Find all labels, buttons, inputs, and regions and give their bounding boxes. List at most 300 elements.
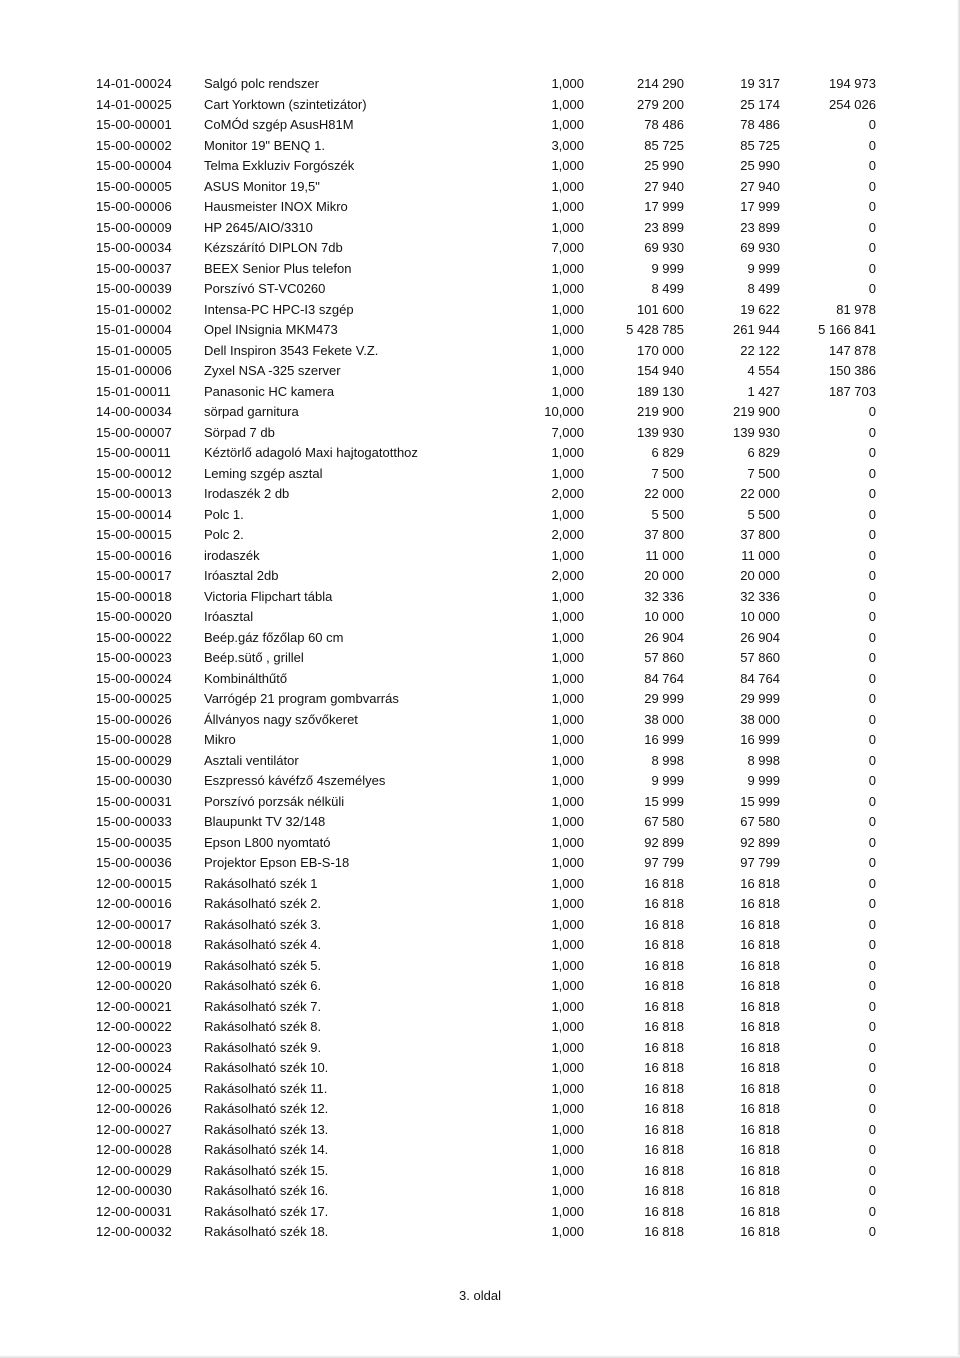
depreciation-cell: 16 818 bbox=[740, 998, 780, 1014]
gross-value-cell: 16 818 bbox=[644, 1019, 684, 1034]
quantity-cell: 1,000 bbox=[551, 957, 584, 973]
asset-code-cell: 15-00-00017 bbox=[96, 568, 172, 583]
depreciation-cell: 5 500 bbox=[747, 506, 780, 522]
table-row bbox=[96, 197, 876, 218]
net-value-cell: 0 bbox=[868, 957, 876, 973]
asset-name-cell: Polc 2. bbox=[204, 527, 244, 542]
asset-name-cell: Dell Inspiron 3543 Fekete V.Z. bbox=[204, 342, 379, 358]
asset-name-cell: Polc 1. bbox=[204, 506, 244, 522]
table-row bbox=[96, 1058, 876, 1079]
asset-name-cell: Monitor 19" BENQ 1. bbox=[204, 137, 325, 153]
gross-value-cell: 92 899 bbox=[644, 834, 684, 850]
gross-value-cell: 16 818 bbox=[644, 937, 684, 952]
asset-name-cell: Eszpressó kávéfző 4személyes bbox=[204, 773, 386, 788]
quantity-cell: 1,000 bbox=[551, 834, 584, 850]
depreciation-cell: 29 999 bbox=[740, 691, 780, 706]
asset-code-cell: 12-00-00022 bbox=[96, 1019, 172, 1034]
asset-code-cell: 15-00-00007 bbox=[96, 424, 172, 440]
asset-name-cell: CoMÓd szgép AsusH81M bbox=[204, 117, 354, 132]
depreciation-cell: 16 818 bbox=[740, 896, 780, 911]
gross-value-cell: 27 940 bbox=[644, 178, 684, 194]
table-row bbox=[96, 710, 876, 731]
gross-value-cell: 7 500 bbox=[651, 465, 684, 481]
gross-value-cell: 78 486 bbox=[644, 117, 684, 132]
gross-value-cell: 97 799 bbox=[644, 855, 684, 870]
depreciation-cell: 17 999 bbox=[740, 199, 780, 214]
depreciation-cell: 15 999 bbox=[740, 793, 780, 809]
table-row bbox=[96, 874, 876, 895]
asset-code-cell: 15-00-00028 bbox=[96, 732, 172, 747]
asset-name-cell: Blaupunkt TV 32/148 bbox=[204, 814, 326, 829]
asset-code-cell: 15-00-00020 bbox=[96, 609, 172, 624]
table-row bbox=[96, 341, 876, 362]
inventory-table bbox=[96, 74, 876, 1243]
quantity-cell: 1,000 bbox=[551, 219, 584, 235]
asset-code-cell: 15-00-00004 bbox=[96, 158, 172, 173]
gross-value-cell: 16 818 bbox=[644, 896, 684, 911]
net-value-cell: 0 bbox=[868, 670, 876, 686]
quantity-cell: 1,000 bbox=[551, 1224, 584, 1239]
asset-code-cell: 12-00-00015 bbox=[96, 875, 172, 891]
asset-code-cell: 15-00-00018 bbox=[96, 588, 172, 604]
quantity-cell: 7,000 bbox=[551, 424, 584, 440]
quantity-cell: 1,000 bbox=[551, 1121, 584, 1137]
gross-value-cell: 69 930 bbox=[644, 240, 684, 255]
asset-name-cell: Irodaszék 2 db bbox=[204, 486, 290, 501]
asset-code-cell: 14-01-00024 bbox=[96, 76, 172, 91]
asset-code-cell: 12-00-00018 bbox=[96, 937, 172, 952]
net-value-cell: 0 bbox=[868, 629, 876, 645]
asset-name-cell: Rakásolható szék 1 bbox=[204, 875, 318, 891]
asset-code-cell: 15-00-00022 bbox=[96, 629, 172, 645]
gross-value-cell: 25 990 bbox=[644, 158, 684, 173]
net-value-cell: 0 bbox=[868, 178, 876, 194]
gross-value-cell: 170 000 bbox=[637, 342, 684, 358]
net-value-cell: 0 bbox=[868, 1224, 876, 1239]
quantity-cell: 1,000 bbox=[551, 1060, 584, 1075]
net-value-cell: 0 bbox=[868, 814, 876, 829]
depreciation-cell: 16 818 bbox=[740, 1142, 780, 1157]
net-value-cell: 0 bbox=[868, 199, 876, 214]
asset-name-cell: Rakásolható szék 12. bbox=[204, 1101, 329, 1116]
depreciation-cell: 16 818 bbox=[740, 1121, 780, 1137]
asset-name-cell: Porszívó porzsák nélküli bbox=[204, 793, 345, 809]
asset-code-cell: 12-00-00016 bbox=[96, 896, 172, 911]
table-row bbox=[96, 1038, 876, 1059]
table-row bbox=[96, 423, 876, 444]
asset-name-cell: Varrógép 21 program gombvarrás bbox=[204, 691, 399, 706]
depreciation-cell: 10 000 bbox=[740, 609, 780, 624]
asset-code-cell: 15-00-00001 bbox=[96, 117, 172, 132]
net-value-cell: 0 bbox=[868, 1039, 876, 1055]
quantity-cell: 3,000 bbox=[551, 137, 584, 153]
gross-value-cell: 16 818 bbox=[644, 1183, 684, 1198]
depreciation-cell: 4 554 bbox=[747, 363, 780, 378]
net-value-cell: 0 bbox=[868, 1121, 876, 1137]
depreciation-cell: 16 818 bbox=[740, 978, 780, 993]
table-row bbox=[96, 320, 876, 341]
table-row bbox=[96, 628, 876, 649]
depreciation-cell: 26 904 bbox=[740, 629, 780, 645]
table-row bbox=[96, 382, 876, 403]
gross-value-cell: 11 000 bbox=[645, 547, 684, 563]
gross-value-cell: 16 818 bbox=[644, 1203, 684, 1219]
asset-name-cell: Rakásolható szék 18. bbox=[204, 1224, 329, 1239]
table-row bbox=[96, 443, 876, 464]
asset-name-cell: Mikro bbox=[204, 732, 236, 747]
asset-code-cell: 15-01-00006 bbox=[96, 363, 172, 378]
quantity-cell: 1,000 bbox=[551, 301, 584, 317]
net-value-cell: 0 bbox=[868, 260, 876, 276]
gross-value-cell: 8 499 bbox=[651, 281, 684, 296]
depreciation-cell: 16 818 bbox=[740, 875, 780, 891]
table-row bbox=[96, 997, 876, 1018]
depreciation-cell: 16 818 bbox=[740, 1162, 780, 1178]
depreciation-cell: 8 499 bbox=[747, 281, 780, 296]
depreciation-cell: 38 000 bbox=[740, 711, 780, 727]
net-value-cell: 0 bbox=[868, 219, 876, 235]
net-value-cell: 0 bbox=[868, 1101, 876, 1116]
table-row bbox=[96, 1161, 876, 1182]
depreciation-cell: 16 999 bbox=[740, 732, 780, 747]
asset-name-cell: Kéztörlő adagoló Maxi hajtogatotthoz bbox=[204, 445, 418, 460]
quantity-cell: 1,000 bbox=[551, 1019, 584, 1034]
depreciation-cell: 32 336 bbox=[740, 588, 780, 604]
quantity-cell: 1,000 bbox=[551, 998, 584, 1014]
table-row bbox=[96, 177, 876, 198]
asset-name-cell: BEEX Senior Plus telefon bbox=[204, 260, 352, 276]
net-value-cell: 0 bbox=[868, 506, 876, 522]
depreciation-cell: 8 998 bbox=[747, 752, 780, 768]
depreciation-cell: 23 899 bbox=[740, 219, 780, 235]
asset-code-cell: 15-00-00015 bbox=[96, 527, 172, 542]
net-value-cell: 0 bbox=[868, 588, 876, 604]
net-value-cell: 0 bbox=[868, 916, 876, 932]
table-row bbox=[96, 1099, 876, 1120]
asset-name-cell: HP 2645/AIO/3310 bbox=[204, 219, 313, 235]
net-value-cell: 147 878 bbox=[829, 342, 876, 358]
gross-value-cell: 5 428 785 bbox=[626, 322, 684, 337]
net-value-cell: 0 bbox=[868, 855, 876, 870]
asset-name-cell: Panasonic HC kamera bbox=[204, 383, 335, 399]
asset-code-cell: 12-00-00030 bbox=[96, 1183, 172, 1198]
asset-name-cell: Állványos nagy szővőkeret bbox=[204, 711, 358, 727]
quantity-cell: 1,000 bbox=[551, 855, 584, 870]
asset-name-cell: Rakásolható szék 7. bbox=[204, 998, 322, 1014]
quantity-cell: 1,000 bbox=[551, 1039, 584, 1055]
quantity-cell: 1,000 bbox=[551, 281, 584, 296]
net-value-cell: 0 bbox=[868, 1060, 876, 1075]
gross-value-cell: 139 930 bbox=[637, 424, 684, 440]
quantity-cell: 1,000 bbox=[551, 916, 584, 932]
asset-name-cell: Victoria Flipchart tábla bbox=[204, 588, 333, 604]
gross-value-cell: 16 818 bbox=[644, 1224, 684, 1239]
asset-name-cell: Projektor Epson EB-S-18 bbox=[204, 855, 350, 870]
depreciation-cell: 7 500 bbox=[747, 465, 780, 481]
asset-name-cell: Zyxel NSA -325 szerver bbox=[204, 363, 341, 378]
asset-code-cell: 12-00-00032 bbox=[96, 1224, 172, 1239]
depreciation-cell: 16 818 bbox=[740, 1203, 780, 1219]
quantity-cell: 1,000 bbox=[551, 1183, 584, 1198]
table-row bbox=[96, 136, 876, 157]
quantity-cell: 1,000 bbox=[551, 506, 584, 522]
depreciation-cell: 16 818 bbox=[740, 1019, 780, 1034]
net-value-cell: 150 386 bbox=[829, 363, 876, 378]
quantity-cell: 1,000 bbox=[551, 178, 584, 194]
asset-name-cell: Rakásolható szék 14. bbox=[204, 1142, 329, 1157]
asset-code-cell: 12-00-00021 bbox=[96, 998, 172, 1014]
table-row bbox=[96, 812, 876, 833]
gross-value-cell: 154 940 bbox=[637, 363, 684, 378]
net-value-cell: 0 bbox=[868, 609, 876, 624]
table-row bbox=[96, 792, 876, 813]
asset-name-cell: Rakásolható szék 17. bbox=[204, 1203, 329, 1219]
gross-value-cell: 16 818 bbox=[644, 1080, 684, 1096]
asset-code-cell: 12-00-00023 bbox=[96, 1039, 172, 1055]
quantity-cell: 1,000 bbox=[551, 773, 584, 788]
quantity-cell: 1,000 bbox=[551, 76, 584, 91]
asset-name-cell: Salgó polc rendszer bbox=[204, 76, 319, 91]
quantity-cell: 1,000 bbox=[551, 445, 584, 460]
table-row bbox=[96, 976, 876, 997]
net-value-cell: 0 bbox=[868, 1203, 876, 1219]
quantity-cell: 1,000 bbox=[551, 322, 584, 337]
asset-code-cell: 14-00-00034 bbox=[96, 404, 172, 419]
asset-code-cell: 15-01-00004 bbox=[96, 322, 172, 337]
depreciation-cell: 16 818 bbox=[740, 1183, 780, 1198]
net-value-cell: 0 bbox=[868, 650, 876, 665]
net-value-cell: 0 bbox=[868, 1183, 876, 1198]
table-row bbox=[96, 484, 876, 505]
table-row bbox=[96, 464, 876, 485]
quantity-cell: 1,000 bbox=[551, 158, 584, 173]
quantity-cell: 1,000 bbox=[551, 875, 584, 891]
gross-value-cell: 16 999 bbox=[644, 732, 684, 747]
net-value-cell: 0 bbox=[868, 281, 876, 296]
asset-name-cell: Intensa-PC HPC-I3 szgép bbox=[204, 301, 354, 317]
quantity-cell: 1,000 bbox=[551, 588, 584, 604]
asset-name-cell: Rakásolható szék 9. bbox=[204, 1039, 322, 1055]
gross-value-cell: 16 818 bbox=[644, 957, 684, 973]
depreciation-cell: 9 999 bbox=[747, 260, 780, 276]
gross-value-cell: 16 818 bbox=[644, 916, 684, 932]
table-row bbox=[96, 894, 876, 915]
asset-name-cell: Rakásolható szék 13. bbox=[204, 1121, 329, 1137]
table-row bbox=[96, 587, 876, 608]
depreciation-cell: 78 486 bbox=[740, 117, 780, 132]
asset-name-cell: Epson L800 nyomtató bbox=[204, 834, 331, 850]
asset-code-cell: 12-00-00025 bbox=[96, 1080, 172, 1096]
net-value-cell: 0 bbox=[868, 158, 876, 173]
depreciation-cell: 22 122 bbox=[740, 342, 780, 358]
table-row bbox=[96, 1222, 876, 1243]
net-value-cell: 0 bbox=[868, 875, 876, 891]
depreciation-cell: 16 818 bbox=[740, 1039, 780, 1055]
depreciation-cell: 67 580 bbox=[740, 814, 780, 829]
net-value-cell: 0 bbox=[868, 896, 876, 911]
asset-code-cell: 12-00-00024 bbox=[96, 1060, 172, 1075]
asset-code-cell: 12-00-00027 bbox=[96, 1121, 172, 1137]
asset-name-cell: Rakásolható szék 5. bbox=[204, 957, 322, 973]
asset-code-cell: 15-00-00037 bbox=[96, 260, 172, 276]
net-value-cell: 0 bbox=[868, 998, 876, 1014]
gross-value-cell: 38 000 bbox=[644, 711, 684, 727]
depreciation-cell: 9 999 bbox=[747, 773, 780, 788]
asset-name-cell: Iróasztal bbox=[204, 609, 254, 624]
net-value-cell: 0 bbox=[868, 978, 876, 993]
asset-name-cell: Rakásolható szék 15. bbox=[204, 1162, 329, 1178]
gross-value-cell: 16 818 bbox=[644, 1060, 684, 1075]
depreciation-cell: 84 764 bbox=[740, 670, 780, 686]
quantity-cell: 1,000 bbox=[551, 547, 584, 563]
asset-code-cell: 15-00-00024 bbox=[96, 670, 172, 686]
depreciation-cell: 37 800 bbox=[740, 527, 780, 542]
table-row bbox=[96, 115, 876, 136]
depreciation-cell: 22 000 bbox=[740, 486, 780, 501]
table-row bbox=[96, 853, 876, 874]
net-value-cell: 0 bbox=[868, 404, 876, 419]
net-value-cell: 0 bbox=[868, 1019, 876, 1034]
gross-value-cell: 84 764 bbox=[644, 670, 684, 686]
asset-code-cell: 15-00-00006 bbox=[96, 199, 172, 214]
net-value-cell: 0 bbox=[868, 117, 876, 132]
table-row bbox=[96, 95, 876, 116]
table-row bbox=[96, 1140, 876, 1161]
net-value-cell: 0 bbox=[868, 937, 876, 952]
asset-code-cell: 15-00-00013 bbox=[96, 486, 172, 501]
gross-value-cell: 57 860 bbox=[644, 650, 684, 665]
table-row bbox=[96, 238, 876, 259]
depreciation-cell: 16 818 bbox=[740, 1101, 780, 1116]
asset-name-cell: Rakásolható szék 6. bbox=[204, 978, 322, 993]
gross-value-cell: 9 999 bbox=[651, 260, 684, 276]
gross-value-cell: 6 829 bbox=[651, 445, 684, 460]
table-row bbox=[96, 669, 876, 690]
gross-value-cell: 67 580 bbox=[644, 814, 684, 829]
quantity-cell: 7,000 bbox=[551, 240, 584, 255]
net-value-cell: 0 bbox=[868, 424, 876, 440]
asset-name-cell: Rakásolható szék 8. bbox=[204, 1019, 322, 1034]
quantity-cell: 1,000 bbox=[551, 896, 584, 911]
quantity-cell: 2,000 bbox=[551, 568, 584, 583]
asset-name-cell: Kombinálthűtő bbox=[204, 670, 288, 686]
gross-value-cell: 214 290 bbox=[637, 76, 684, 91]
table-row bbox=[96, 546, 876, 567]
depreciation-cell: 69 930 bbox=[740, 240, 780, 255]
depreciation-cell: 16 818 bbox=[740, 957, 780, 973]
asset-code-cell: 15-00-00025 bbox=[96, 691, 172, 706]
quantity-cell: 2,000 bbox=[551, 486, 584, 501]
asset-code-cell: 12-00-00029 bbox=[96, 1162, 172, 1178]
table-row bbox=[96, 956, 876, 977]
asset-code-cell: 12-00-00020 bbox=[96, 978, 172, 993]
asset-name-cell: Rakásolható szék 4. bbox=[204, 937, 322, 952]
quantity-cell: 1,000 bbox=[551, 1142, 584, 1157]
gross-value-cell: 9 999 bbox=[651, 773, 684, 788]
asset-name-cell: sörpad garnitura bbox=[204, 404, 299, 419]
asset-code-cell: 12-00-00019 bbox=[96, 957, 172, 973]
depreciation-cell: 16 818 bbox=[740, 1224, 780, 1239]
quantity-cell: 1,000 bbox=[551, 260, 584, 276]
net-value-cell: 0 bbox=[868, 445, 876, 460]
asset-name-cell: ASUS Monitor 19,5" bbox=[204, 178, 320, 194]
quantity-cell: 1,000 bbox=[551, 96, 584, 112]
table-row bbox=[96, 300, 876, 321]
net-value-cell: 0 bbox=[868, 240, 876, 255]
depreciation-cell: 219 900 bbox=[733, 404, 780, 419]
asset-code-cell: 15-01-00011 bbox=[96, 383, 171, 399]
gross-value-cell: 16 818 bbox=[644, 1039, 684, 1055]
table-row bbox=[96, 525, 876, 546]
table-row bbox=[96, 935, 876, 956]
asset-code-cell: 15-00-00030 bbox=[96, 773, 172, 788]
gross-value-cell: 26 904 bbox=[644, 629, 684, 645]
gross-value-cell: 219 900 bbox=[637, 404, 684, 419]
quantity-cell: 1,000 bbox=[551, 383, 584, 399]
depreciation-cell: 11 000 bbox=[741, 547, 780, 563]
gross-value-cell: 8 998 bbox=[651, 752, 684, 768]
table-row bbox=[96, 74, 876, 95]
quantity-cell: 1,000 bbox=[551, 732, 584, 747]
net-value-cell: 0 bbox=[868, 834, 876, 850]
table-row bbox=[96, 751, 876, 772]
asset-code-cell: 12-00-00017 bbox=[96, 916, 172, 932]
depreciation-cell: 16 818 bbox=[740, 1080, 780, 1096]
asset-code-cell: 15-00-00033 bbox=[96, 814, 172, 829]
net-value-cell: 0 bbox=[868, 465, 876, 481]
asset-name-cell: Hausmeister INOX Mikro bbox=[204, 199, 348, 214]
quantity-cell: 1,000 bbox=[551, 342, 584, 358]
depreciation-cell: 19 317 bbox=[740, 76, 780, 91]
gross-value-cell: 16 818 bbox=[644, 1121, 684, 1137]
table-row bbox=[96, 648, 876, 669]
gross-value-cell: 15 999 bbox=[644, 793, 684, 809]
asset-code-cell: 12-00-00026 bbox=[96, 1101, 172, 1116]
asset-name-cell: Rakásolható szék 11. bbox=[204, 1080, 328, 1096]
asset-name-cell: Rakásolható szék 3. bbox=[204, 916, 322, 932]
depreciation-cell: 261 944 bbox=[733, 322, 780, 337]
asset-code-cell: 15-00-00035 bbox=[96, 834, 172, 850]
table-row bbox=[96, 566, 876, 587]
asset-code-cell: 15-00-00016 bbox=[96, 547, 172, 563]
asset-name-cell: Telma Exkluziv Forgószék bbox=[204, 158, 355, 173]
asset-name-cell: Asztali ventilátor bbox=[204, 752, 299, 768]
asset-code-cell: 15-00-00023 bbox=[96, 650, 172, 665]
asset-code-cell: 15-00-00029 bbox=[96, 752, 172, 768]
net-value-cell: 187 703 bbox=[829, 383, 876, 399]
table-row bbox=[96, 505, 876, 526]
table-row bbox=[96, 607, 876, 628]
gross-value-cell: 16 818 bbox=[644, 875, 684, 891]
table-row bbox=[96, 1079, 876, 1100]
asset-code-cell: 15-01-00005 bbox=[96, 342, 172, 358]
quantity-cell: 1,000 bbox=[551, 199, 584, 214]
asset-code-cell: 15-01-00002 bbox=[96, 301, 172, 317]
depreciation-cell: 1 427 bbox=[747, 383, 780, 399]
page-number: 3. oldal bbox=[459, 1288, 501, 1303]
depreciation-cell: 25 990 bbox=[740, 158, 780, 173]
quantity-cell: 1,000 bbox=[551, 711, 584, 727]
quantity-cell: 1,000 bbox=[551, 650, 584, 665]
depreciation-cell: 57 860 bbox=[740, 650, 780, 665]
depreciation-cell: 19 622 bbox=[740, 301, 780, 317]
table-row bbox=[96, 361, 876, 382]
quantity-cell: 1,000 bbox=[551, 752, 584, 768]
gross-value-cell: 189 130 bbox=[637, 383, 684, 399]
depreciation-cell: 27 940 bbox=[740, 178, 780, 194]
depreciation-cell: 16 818 bbox=[740, 1060, 780, 1075]
gross-value-cell: 101 600 bbox=[637, 301, 684, 317]
